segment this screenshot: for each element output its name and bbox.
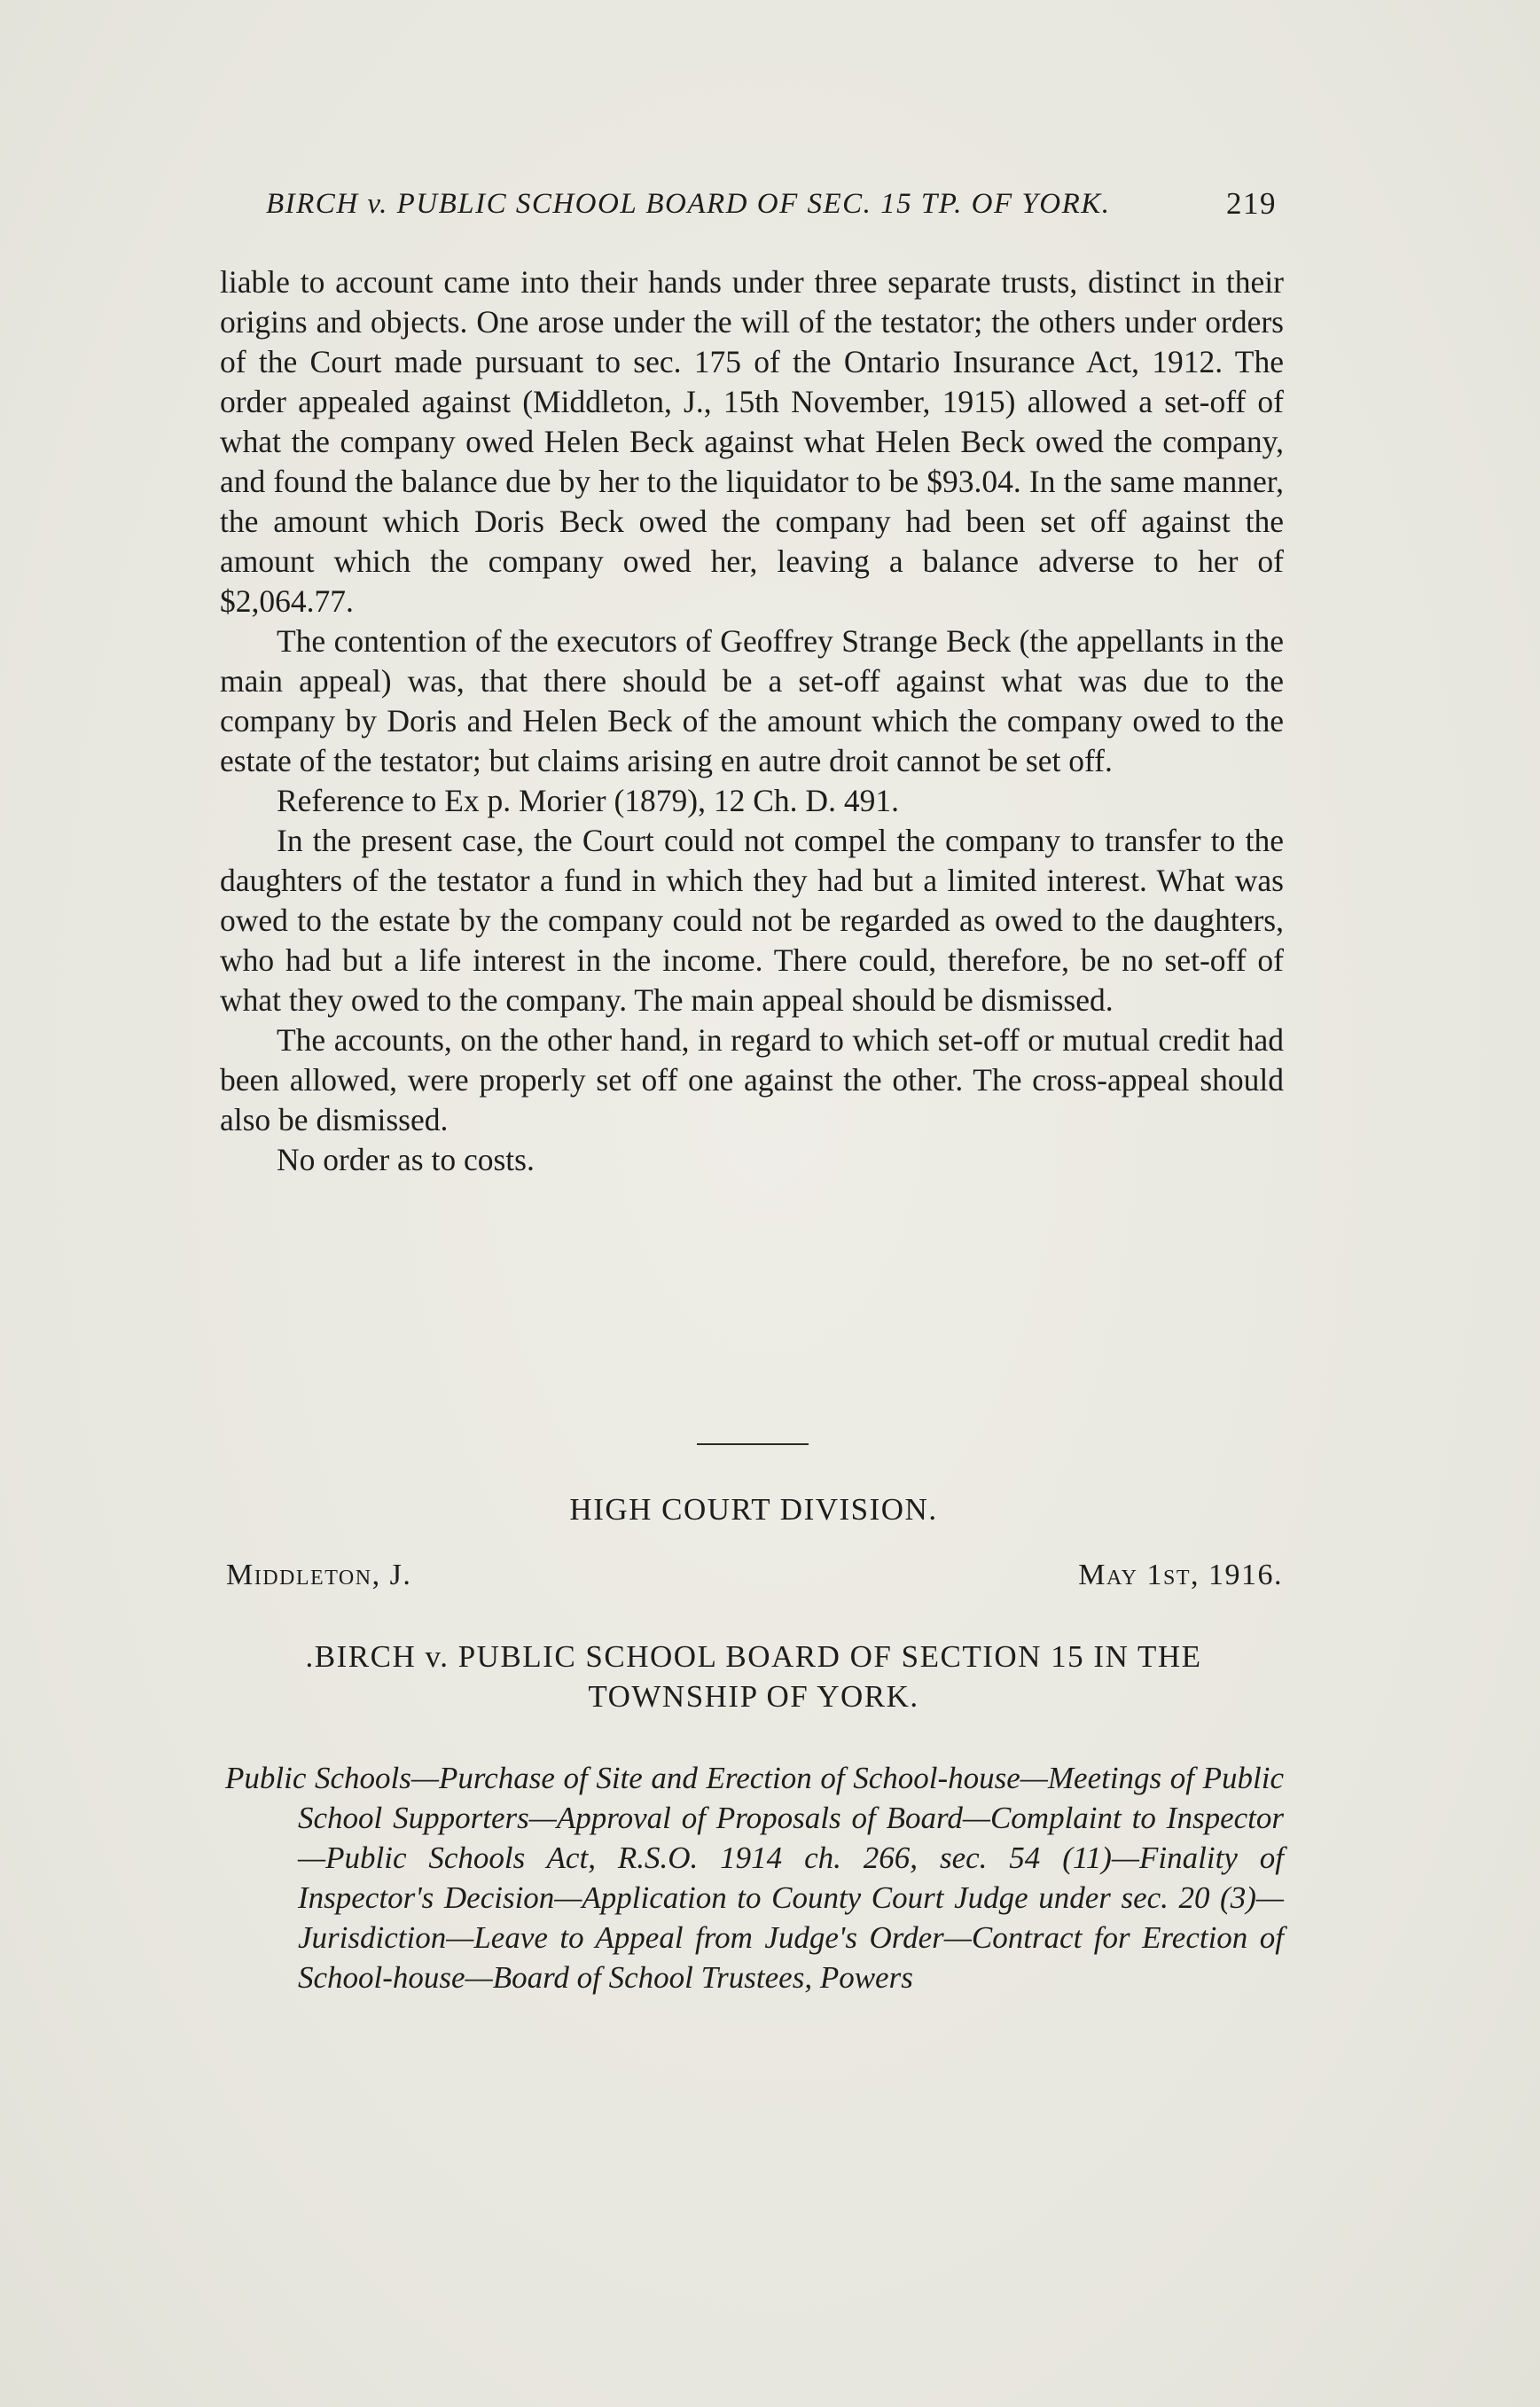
paragraph-continued: liable to account came into their hands under three separate trusts, distinct in their origins and objects. One arose under the will of the testator; the others under orders of the Court made pursuant to sec. 175 of the Ontario Insurance Act, 1912. The order appealed against (Middleton, J., 15th November, 1915) allowed a set-off of what the company owed Helen Beck against what Helen Beck owed the company, and found the balance due by her to the liquidator to be $93.04. In the same manner, the amount which Doris Beck owed the company had been set off against the amount which the company owed her, leaving a balance adverse to her of $2,064.77. — [220, 264, 1284, 619]
running-head-title: BIRCH v. PUBLIC SCHOOL BOARD OF SEC. 15 TP. OF YORK. — [266, 188, 1111, 220]
paragraph-reference: Reference to Ex p. Morier (1879), 12 Ch. D. 491. — [277, 783, 899, 818]
running-head — [266, 188, 1286, 221]
judge-name: Middleton, J. — [226, 1559, 412, 1591]
paragraph-costs: No order as to costs. — [277, 1142, 535, 1177]
page-number: 219 — [1226, 186, 1277, 221]
case-title: .BIRCH v. PUBLIC SCHOOL BOARD OF SECTION 15 IN THE TOWNSHIP OF YORK. — [305, 1639, 1202, 1714]
judge-date-line — [226, 1559, 1283, 1592]
paragraph-present-case: In the present case, the Court could not compel the company to transfer to the daughters of the testator a fund in which they had but a limited interest. What was owed to the estate by the company could not be regarded as owed to the daughters, who had but a life interest in the income. There could, therefore, be no set-off of what they owed to the company. The main appeal should be dismissed. — [220, 823, 1284, 1018]
paragraph-contention: The contention of the executors of Geoffrey Strange Beck (the appellants in the main appeal) was, that there should be a set-off against what was due to the company by Doris and Helen Beck of the amount which the company owed to the estate of the testator; but claims arising en autre droit cannot be set off. — [220, 623, 1284, 778]
paragraph-accounts: The accounts, on the other hand, in regard to which set-off or mutual credit had been allowed, were properly set off one against the other. The cross-appeal should also be dismissed. — [220, 1022, 1284, 1137]
decision-date: May 1st, 1916. — [1078, 1559, 1283, 1591]
section-divider — [697, 1443, 809, 1445]
headnote: Public Schools—Purchase of Site and Erection of School-house—Meetings of Public School Supporters—Approval of Proposals of Board—Complaint to Inspector—Public Schools Act, R.S.O. 1914 ch. 266, sec. 54 (11)—Finality of Inspector's Decision—Application to County Court Judge under sec. 20 (3)—Jurisdiction—Leave to Appeal from Judge's Order—Contract for Erection of School-house—Board of School Trustees, Powers — [225, 1761, 1284, 1995]
division-heading: HIGH COURT DIVISION. — [569, 1492, 938, 1527]
body-text — [220, 262, 1284, 1180]
